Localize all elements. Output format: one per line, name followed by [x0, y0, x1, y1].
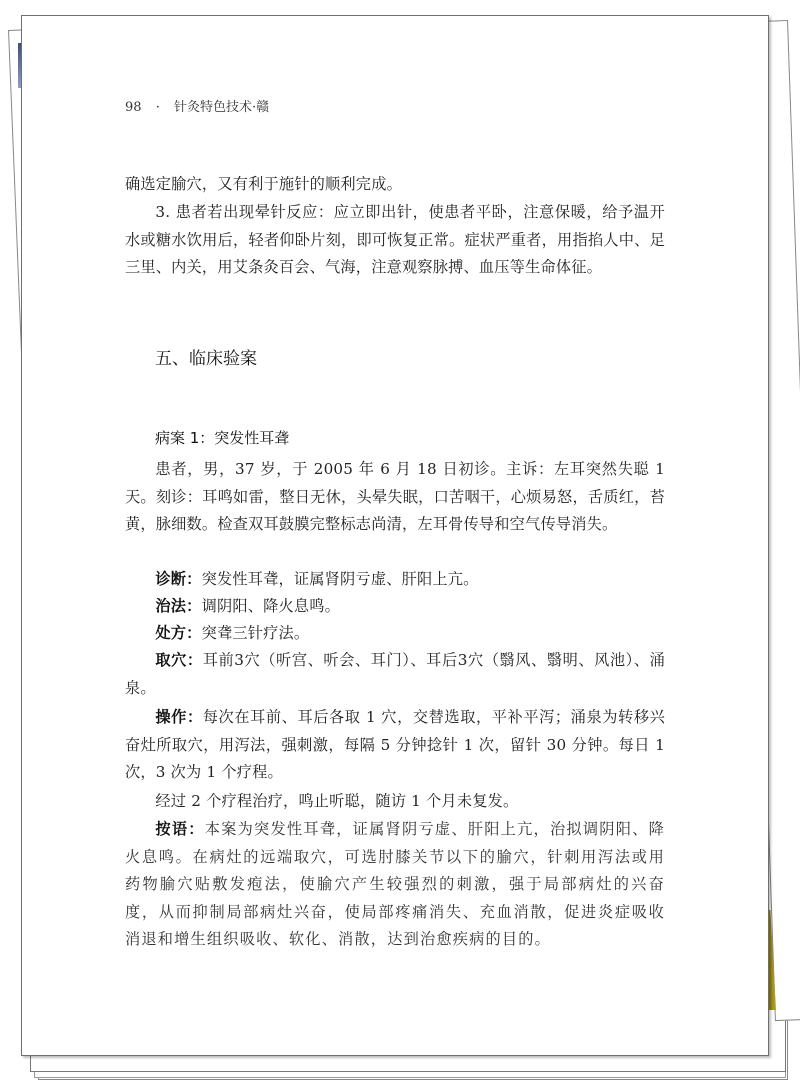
case-diagnosis	[125, 566, 665, 594]
running-head-separator: ·	[155, 100, 160, 115]
comment-text: 本案为突发性耳聋，证属肾阴亏虚、肝阳上亢，治拟调阴阳、降火息鸣。在病灶的远端取穴，可选肘膝关节以下的腧穴，针刺用泻法或用药物腧穴贴敷发疱法，使腧穴产生较强烈的刺激，强于局部病灶的兴奋度，从而抑制局部病灶兴奋，使局部疼痛消失、充血消散，促进炎症吸收消退和增生组织吸收、软化、消散，达到治愈疾病的目的。	[125, 820, 665, 948]
paragraph-item-3: 3. 患者若出现晕针反应：应立即出针，使患者平卧，注意保暖，给予温开水或糖水饮用后，轻者仰卧片刻，即可恢复正常。症状严重者，用指掐人中、足三里、内关，用艾条灸百会、气海，注意观察脉搏、血压等生命体征。	[125, 203, 665, 276]
section-title: 五、临床验案	[155, 349, 257, 369]
case-outcome: 经过 2 个疗程治疗，鸣止听聪，随访 1 个月未复发。	[155, 792, 519, 810]
case-operation	[125, 704, 665, 787]
treatment-label: 治法：	[155, 597, 202, 615]
document-page	[21, 15, 769, 1056]
case-points	[125, 647, 665, 702]
treatment-text: 调阴阳、降火息鸣。	[201, 597, 341, 615]
points-label: 取穴：	[155, 651, 203, 669]
paragraph-continuation: 确选定腧穴，又有利于施针的顺利完成。	[125, 175, 402, 193]
prescription-label: 处方：	[155, 624, 202, 642]
points-text: 耳前3穴（听宫、听会、耳门）、耳后3穴（翳风、翳明、风池）、涌泉。	[125, 651, 666, 697]
running-head	[125, 96, 269, 115]
diagnosis-label: 诊断：	[155, 570, 202, 588]
case-title: 病案 1：突发性耳聋	[155, 429, 290, 447]
page-number: 98	[125, 100, 142, 115]
case-history: 患者，男，37 岁，于 2005 年 6 月 18 日初诊。主诉：左耳突然失聪 1 天。刻诊：耳鸣如雷，整日无休，头晕失眠，口苦咽干，心烦易怒，舌质红，苔黄，脉细数。检查双耳鼓膜完整标志尚清，左耳骨传导和空气传导消失。	[125, 460, 665, 533]
book-title: 针灸特色技术·赣	[173, 100, 270, 115]
case-comment	[125, 816, 665, 954]
operation-text: 每次在耳前、耳后各取 1 穴，交替选取，平补平泻；涌泉为转移兴奋灶所取穴，用泻法，强刺激，每隔 5 分钟捻针 1 次，留针 30 分钟。每日 1 次，3 次为 1 个疗程。	[125, 708, 665, 781]
diagnosis-text: 突发性耳聋，证属肾阴亏虚、肝阳上亢。	[201, 570, 479, 588]
operation-label: 操作：	[155, 708, 203, 726]
prescription-text: 突聋三针疗法。	[201, 624, 310, 642]
comment-label: 按语：	[155, 820, 205, 838]
case-prescription	[125, 620, 665, 648]
case-treatment	[125, 593, 665, 621]
